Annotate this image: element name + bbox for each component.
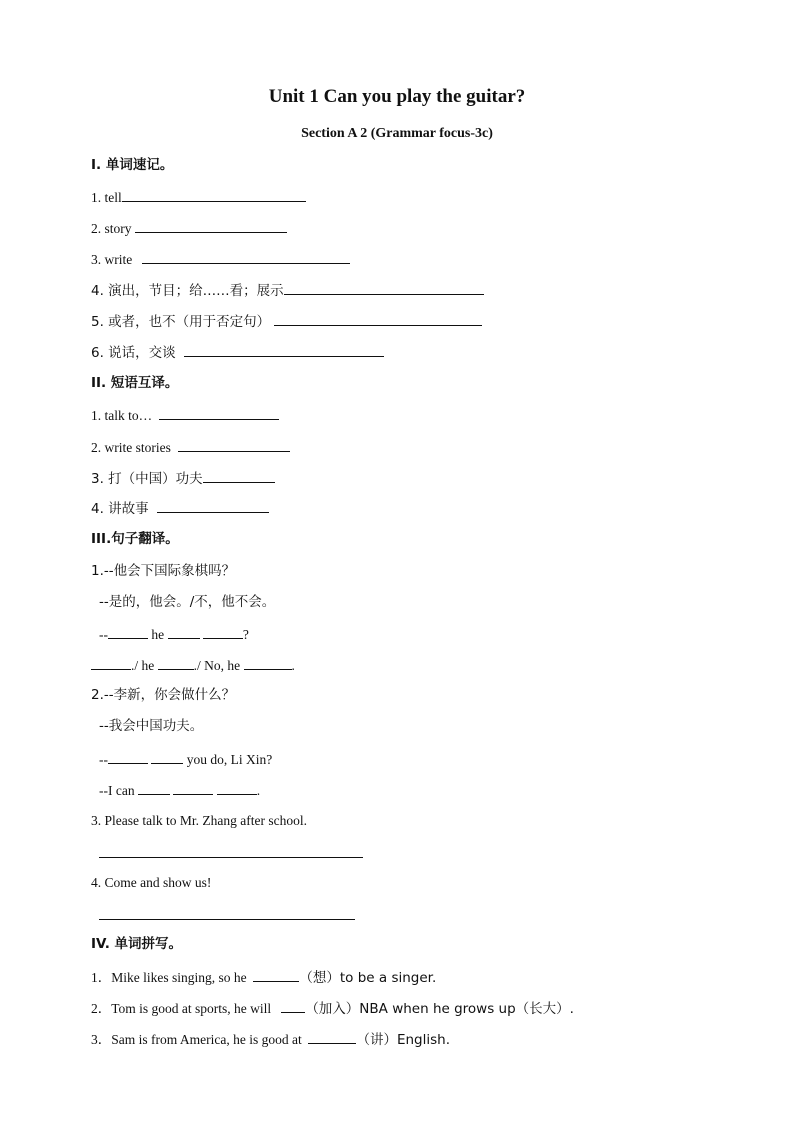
answer-blank[interactable] — [135, 219, 287, 233]
translate-q1-cn-answer: --是的，他会。/不，他不会。 — [99, 594, 276, 610]
section-3-heading: III.句子翻译。 — [91, 531, 179, 547]
answer-blank[interactable] — [184, 343, 384, 357]
question-mark: ? — [242, 627, 249, 642]
phrase-item-2-label: 2. write stories — [91, 440, 171, 455]
word-he: he — [151, 627, 165, 642]
vocab-item-1 — [91, 188, 306, 207]
translate-q2-cn-answer: --我会中国功夫。 — [99, 718, 204, 734]
answer-blank[interactable] — [274, 312, 482, 326]
section-1-heading: I. 单词速记。 — [91, 157, 174, 173]
phrase-item-1-label: 1. talk to… — [91, 408, 153, 423]
vocab-item-3-label: 3. write — [91, 252, 133, 267]
phrase-item-4-label: 4. 讲故事 — [91, 501, 149, 517]
spelling-item-2-text: 2．Tom is good at sports, he will — [91, 1001, 272, 1016]
sep-he: ./ he — [131, 658, 155, 673]
answer-blank[interactable] — [281, 999, 305, 1013]
answer-blank[interactable] — [217, 781, 257, 795]
section-4-heading: IV. 单词拼写。 — [91, 936, 183, 952]
translate-q1-cn-question: 1.--他会下国际象棋吗？ — [91, 563, 236, 579]
dash-prefix: -- — [99, 752, 108, 767]
section-2-heading: II. 短语互译。 — [91, 375, 179, 391]
vocab-item-2-label: 2. story — [91, 221, 132, 236]
vocab-item-4-label: 4. 演出，节目；给……看；展示 — [91, 283, 284, 299]
answer-blank[interactable] — [138, 781, 170, 795]
spelling-item-3-text: 3．Sam is from America, he is good at — [91, 1032, 302, 1047]
answer-line[interactable] — [99, 857, 363, 858]
vocab-item-5-label: 5. 或者，也不（用于否定句） — [91, 314, 271, 330]
answer-blank[interactable] — [308, 1030, 356, 1044]
answer-blank[interactable] — [178, 438, 290, 452]
spelling-item-1-text: 1．Mike likes singing, so he — [91, 970, 247, 985]
answer-blank[interactable] — [159, 406, 279, 420]
translate-q3: 3. Please talk to Mr. Zhang after school. — [91, 813, 307, 828]
answer-blank[interactable] — [168, 625, 200, 639]
spelling-item-1-hint: （想）to be a singer. — [299, 970, 437, 986]
translate-q4: 4. Come and show us! — [91, 875, 212, 890]
answer-blank[interactable] — [253, 968, 299, 982]
spelling-item-3 — [91, 1030, 450, 1049]
answer-blank[interactable] — [173, 781, 213, 795]
vocab-item-5 — [91, 312, 482, 331]
vocab-item-1-label: 1. tell — [91, 190, 122, 205]
translate-q1-en-question — [99, 625, 249, 644]
phrase-item-3-label: 3. 打（中国）功夫 — [91, 471, 203, 487]
spelling-item-1 — [91, 968, 436, 987]
vocab-item-6 — [91, 343, 384, 362]
vocab-item-3 — [91, 250, 350, 269]
spelling-item-2-hint: （加入）NBA when he grows up（长大）. — [305, 1001, 574, 1017]
vocab-item-4 — [91, 281, 484, 300]
sep-no-he: ./ No, he — [193, 658, 241, 673]
period: . — [291, 658, 295, 673]
page-subtitle: Section A 2 (Grammar focus-3c) — [301, 126, 493, 141]
answer-blank[interactable] — [157, 499, 269, 513]
answer-line[interactable] — [99, 919, 355, 920]
spelling-item-2 — [91, 999, 574, 1018]
answer-blank[interactable] — [108, 625, 148, 639]
answer-blank[interactable] — [108, 750, 148, 764]
answer-blank[interactable] — [151, 750, 183, 764]
answer-blank[interactable] — [284, 281, 484, 295]
page-title: Unit 1 Can you play the guitar? — [268, 86, 526, 107]
answer-blank[interactable] — [158, 656, 194, 670]
translate-q2-en-question — [99, 750, 272, 769]
translate-q2-cn-question: 2.--李新，你会做什么？ — [91, 687, 236, 703]
i-can: --I can — [99, 783, 135, 798]
phrase-item-1 — [91, 406, 279, 425]
translate-q2-en-answer — [99, 781, 260, 800]
answer-blank[interactable] — [91, 656, 131, 670]
spelling-item-3-hint: （讲）English. — [356, 1032, 451, 1048]
answer-blank[interactable] — [203, 469, 275, 483]
question-tail: you do, Li Xin? — [186, 752, 273, 767]
answer-blank[interactable] — [203, 625, 243, 639]
answer-blank[interactable] — [122, 188, 306, 202]
phrase-item-2 — [91, 438, 290, 457]
answer-blank[interactable] — [244, 656, 292, 670]
dash-prefix: -- — [99, 627, 108, 642]
translate-q1-en-answer — [91, 656, 295, 675]
answer-blank[interactable] — [142, 250, 350, 264]
phrase-item-4 — [91, 499, 269, 518]
vocab-item-6-label: 6. 说话，交谈 — [91, 345, 176, 361]
period: . — [256, 783, 261, 798]
vocab-item-2 — [91, 219, 287, 238]
phrase-item-3 — [91, 469, 275, 488]
